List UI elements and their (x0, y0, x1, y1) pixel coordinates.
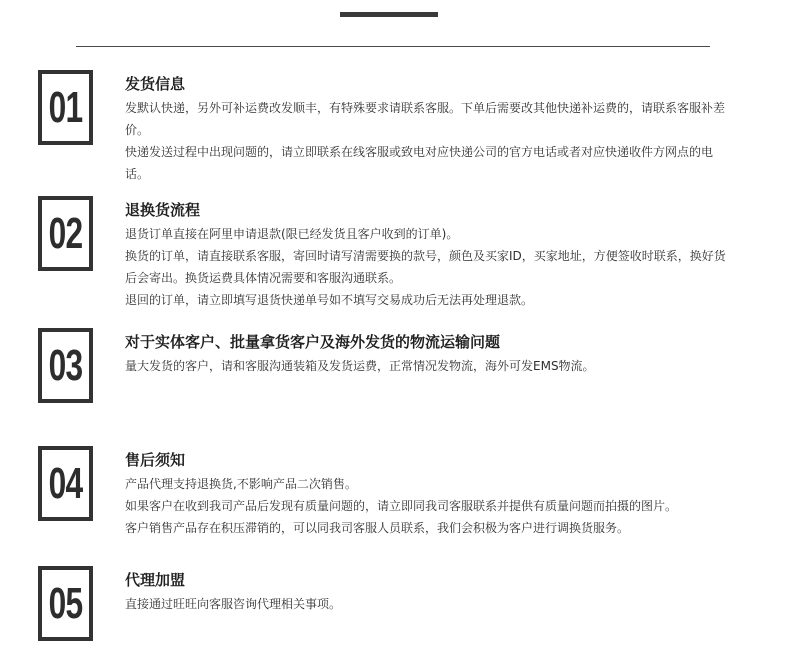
section-title: 代理加盟 (125, 571, 186, 589)
section-content (125, 450, 735, 539)
section-number: 05 (48, 578, 83, 628)
section-number-box (38, 446, 93, 521)
section-paragraph: 产品代理支持退换货,不影响产品二次销售。 (125, 477, 357, 491)
section-content (125, 570, 735, 615)
section-number-box (38, 328, 93, 403)
section-title: 售后须知 (125, 451, 186, 469)
section-number: 02 (48, 208, 83, 258)
section-content (125, 200, 735, 311)
section-paragraph: 快递发送过程中出现问题的，请立即联系在线客服或致电对应快递公司的官方电话或者对应快递收件方网点的电话。 (125, 145, 714, 181)
section-paragraph: 如果客户在收到我司产品后发现有质量问题的，请立即同我司客服联系并提供有质量问题而拍摄的图片。 (125, 499, 678, 513)
top-accent-bar (340, 12, 438, 17)
section-paragraph: 直接通过旺旺向客服咨询代理相关事项。 (125, 597, 342, 611)
section-paragraph: 退回的订单，请立即填写退货快递单号如不填写交易成功后无法再处理退款。 (125, 293, 534, 307)
section-number-box (38, 196, 93, 271)
section-title: 发货信息 (125, 75, 186, 93)
section-paragraph: 换货的订单，请直接联系客服，寄回时请写清需要换的款号，颜色及买家ID，买家地址，方便签收时联系，换好货后会寄出。换货运费具体情况需要和客服沟通联系。 (125, 249, 726, 285)
section-paragraph: 发默认快递，另外可补运费改发顺丰，有特殊要求请联系客服。下单后需要改其他快递补运费的，请联系客服补差价。 (125, 101, 726, 137)
section-number: 04 (48, 458, 83, 508)
section-paragraph: 客户销售产品存在积压滞销的，可以同我司客服人员联系，我们会积极为客户进行调换货服务。 (125, 521, 630, 535)
section-title: 对于实体客户、批量拿货客户及海外发货的物流运输问题 (125, 333, 501, 351)
section-number: 01 (48, 82, 83, 132)
section-title: 退换货流程 (125, 201, 201, 219)
section-number-box (38, 70, 93, 145)
section-paragraph: 量大发货的客户，请和客服沟通装箱及发货运费，正常情况发物流，海外可发EMS物流。 (125, 359, 595, 373)
section-paragraph: 退货订单直接在阿里申请退款(限已经发货且客户收到的订单)。 (125, 227, 459, 241)
section-content (125, 74, 735, 185)
section-number: 03 (48, 340, 83, 390)
top-divider-line (76, 46, 710, 47)
section-number-box (38, 566, 93, 641)
section-content (125, 332, 735, 377)
